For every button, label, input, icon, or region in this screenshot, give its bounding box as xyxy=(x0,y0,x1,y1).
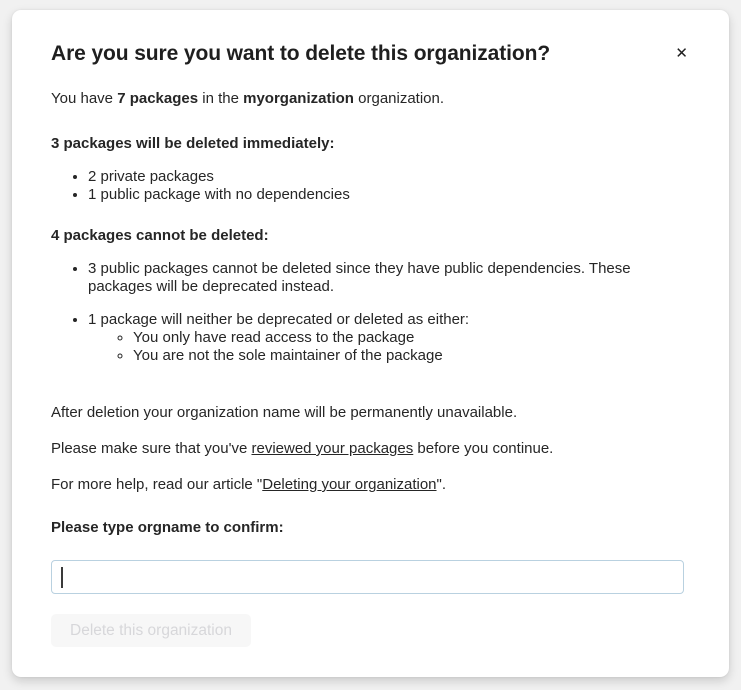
list-item: • 1 public package with no dependencies xyxy=(88,186,684,204)
list-item-text: 1 package will neither be deprecated or deleted as either: xyxy=(88,311,470,328)
review-paragraph xyxy=(51,439,684,458)
organization-name: myorganization xyxy=(243,90,354,107)
review-text: Please make sure that you've xyxy=(51,440,252,457)
package-count: 7 packages xyxy=(117,90,199,107)
list-item: ◦ You are not the sole maintainer of the package xyxy=(133,347,684,365)
confirm-input-wrap xyxy=(51,560,684,594)
review-text: before you continue. xyxy=(413,440,554,457)
cannot-delete-list xyxy=(51,260,684,365)
intro-text: in the xyxy=(198,90,244,107)
cannot-delete-section-heading: 4 packages cannot be deleted: xyxy=(51,227,269,244)
orgname-confirm-input[interactable] xyxy=(51,560,684,594)
close-button[interactable] xyxy=(671,42,692,65)
intro-text: You have xyxy=(51,90,118,107)
list-item: • 3 public packages cannot be deleted since they have public dependencies. These packages will be deprecated instead. xyxy=(88,260,684,296)
intro-text: organization. xyxy=(353,90,445,107)
delete-organization-dialog xyxy=(12,10,729,677)
close-icon: ✕ xyxy=(675,45,688,62)
list-item: • 2 private packages xyxy=(88,168,684,186)
reviewed-packages-link[interactable]: reviewed your packages xyxy=(251,440,414,457)
delete-list xyxy=(51,168,684,204)
help-text: For more help, read our article " xyxy=(51,476,263,493)
package-count-summary xyxy=(51,89,684,108)
help-paragraph xyxy=(51,475,684,494)
list-item xyxy=(88,311,684,365)
permanent-unavailable-note: After deletion your organization name will be permanently unavailable. xyxy=(51,404,518,421)
dialog-title: Are you sure you want to delete this organization? xyxy=(51,42,551,65)
help-text: ". xyxy=(436,476,447,493)
list-item: ◦ You only have read access to the package xyxy=(133,329,684,347)
dialog-header xyxy=(51,40,688,68)
deleting-organization-article-link[interactable]: Deleting your organization xyxy=(262,476,437,493)
confirm-label: Please type orgname to confirm: xyxy=(51,519,284,536)
delete-organization-button[interactable]: Delete this organization xyxy=(51,614,251,647)
delete-section-heading: 3 packages will be deleted immediately: xyxy=(51,135,335,152)
neither-reasons-list xyxy=(88,329,684,365)
